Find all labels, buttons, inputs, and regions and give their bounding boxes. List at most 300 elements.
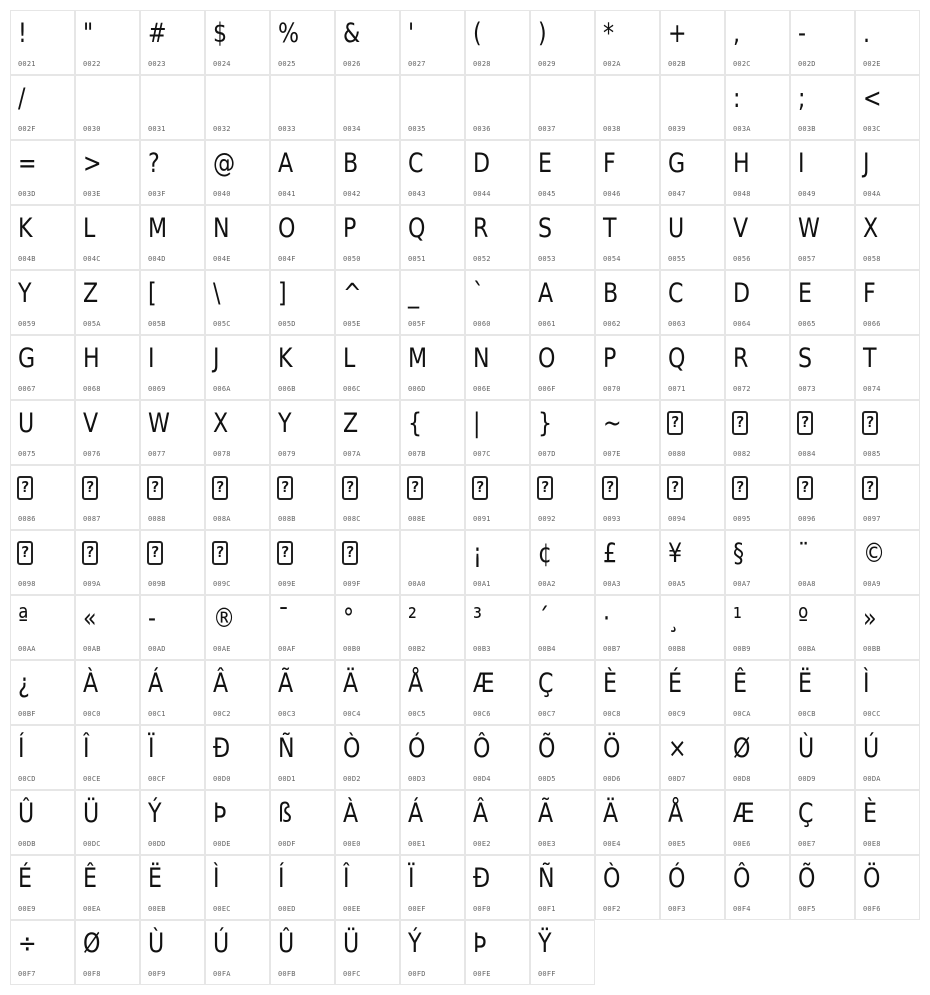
glyph-codepoint: 0075 <box>18 450 36 458</box>
glyph-char: Z <box>83 278 99 309</box>
glyph-codepoint: 0051 <box>408 255 426 263</box>
glyph-char: Þ <box>473 928 487 959</box>
glyph-char: M <box>148 213 168 244</box>
glyph-codepoint: 00C3 <box>278 710 296 718</box>
glyph-codepoint: 00D4 <box>473 775 491 783</box>
glyph-cell <box>270 400 335 465</box>
glyph-codepoint: 00CA <box>733 710 751 718</box>
glyph-codepoint: 003C <box>863 125 881 133</box>
glyph-char: ² <box>408 603 417 634</box>
glyph-codepoint: 009E <box>278 580 296 588</box>
glyph-char: V <box>83 408 99 439</box>
glyph-cell <box>335 595 400 660</box>
glyph-char: # <box>148 18 167 49</box>
glyph-codepoint: 008E <box>408 515 426 523</box>
glyph-char: Í <box>18 733 25 764</box>
glyph-char: Ø <box>83 928 101 959</box>
glyph-codepoint: 0023 <box>148 60 166 68</box>
glyph-char: Æ <box>733 798 755 829</box>
missing-glyph-box: ? <box>862 476 878 500</box>
glyph-char: M <box>408 343 428 374</box>
glyph-cell <box>790 465 855 530</box>
glyph-codepoint: 00A0 <box>408 580 426 588</box>
glyph-cell <box>10 595 75 660</box>
glyph-char: « <box>83 603 97 634</box>
glyph-codepoint: 00A2 <box>538 580 556 588</box>
glyph-char: @ <box>213 148 236 179</box>
glyph-cell <box>75 725 140 790</box>
glyph-codepoint: 0085 <box>863 450 881 458</box>
glyph-codepoint: 00E8 <box>863 840 881 848</box>
missing-glyph-box: ? <box>147 476 163 500</box>
glyph-cell <box>205 335 270 400</box>
glyph-char: ? <box>148 148 160 179</box>
glyph-char: Q <box>668 343 686 374</box>
glyph-codepoint: 00FF <box>538 970 556 978</box>
glyph-cell <box>660 725 725 790</box>
glyph-char: - <box>148 603 156 634</box>
glyph-char: ´ <box>538 603 550 634</box>
glyph-char: Y <box>18 278 32 309</box>
glyph-codepoint: 00E7 <box>798 840 816 848</box>
glyph-codepoint: 00A1 <box>473 580 491 588</box>
glyph-cell <box>790 595 855 660</box>
glyph-codepoint: 0087 <box>83 515 101 523</box>
glyph-codepoint: 0064 <box>733 320 751 328</box>
glyph-codepoint: 00C2 <box>213 710 231 718</box>
glyph-codepoint: 0068 <box>83 385 101 393</box>
glyph-char: Å <box>408 668 424 699</box>
glyph-cell <box>400 595 465 660</box>
glyph-cell <box>400 335 465 400</box>
glyph-cell <box>335 465 400 530</box>
glyph-char: T <box>603 213 617 244</box>
glyph-char: G <box>668 148 686 179</box>
glyph-char: Ï <box>408 863 415 894</box>
glyph-codepoint: 0043 <box>408 190 426 198</box>
glyph-char: P <box>343 213 357 244</box>
glyph-cell <box>660 335 725 400</box>
glyph-char: / <box>18 83 26 114</box>
glyph-char: F <box>603 148 616 179</box>
glyph-cell <box>725 335 790 400</box>
glyph-cell <box>140 140 205 205</box>
glyph-char: Õ <box>798 863 816 894</box>
glyph-char: ¡ <box>473 538 482 569</box>
glyph-codepoint: 00D9 <box>798 775 816 783</box>
glyph-cell <box>725 790 790 855</box>
glyph-char: P <box>603 343 617 374</box>
glyph-char: [ <box>148 278 157 309</box>
glyph-char: ¸ <box>668 603 680 634</box>
glyph-grid <box>10 10 920 985</box>
glyph-cell <box>595 10 660 75</box>
glyph-cell <box>10 920 75 985</box>
glyph-codepoint: 0070 <box>603 385 621 393</box>
glyph-cell <box>140 530 205 595</box>
glyph-char: Î <box>83 733 90 764</box>
glyph-codepoint: 0080 <box>668 450 686 458</box>
glyph-char: Ê <box>733 668 747 699</box>
glyph-codepoint: 0053 <box>538 255 556 263</box>
glyph-cell <box>205 205 270 270</box>
glyph-codepoint: 0065 <box>798 320 816 328</box>
glyph-char: ¹ <box>733 603 742 634</box>
glyph-codepoint: 008C <box>343 515 361 523</box>
glyph-codepoint: 00D8 <box>733 775 751 783</box>
glyph-char: " <box>83 18 94 49</box>
glyph-char: Á <box>148 668 164 699</box>
glyph-char: Ë <box>798 668 812 699</box>
glyph-cell <box>400 75 465 140</box>
glyph-cell <box>530 855 595 920</box>
glyph-char: R <box>473 213 489 244</box>
glyph-cell <box>530 660 595 725</box>
glyph-char: Z <box>343 408 359 439</box>
glyph-codepoint: 00B9 <box>733 645 751 653</box>
glyph-codepoint: 006B <box>278 385 296 393</box>
glyph-cell <box>335 75 400 140</box>
glyph-cell <box>725 465 790 530</box>
glyph-codepoint: 004E <box>213 255 231 263</box>
glyph-codepoint: 0071 <box>668 385 686 393</box>
missing-glyph-box: ? <box>82 541 98 565</box>
glyph-cell <box>725 725 790 790</box>
glyph-codepoint: 00AD <box>148 645 166 653</box>
glyph-cell <box>205 465 270 530</box>
glyph-codepoint: 0096 <box>798 515 816 523</box>
glyph-cell <box>465 465 530 530</box>
glyph-cell <box>855 660 920 725</box>
glyph-codepoint: 007C <box>473 450 491 458</box>
glyph-cell <box>725 400 790 465</box>
glyph-char: Ê <box>83 863 97 894</box>
glyph-char: Ð <box>473 863 491 894</box>
glyph-cell <box>595 660 660 725</box>
glyph-char: I <box>798 148 805 179</box>
glyph-codepoint: 007B <box>408 450 426 458</box>
glyph-char: Â <box>213 668 229 699</box>
glyph-codepoint: 007A <box>343 450 361 458</box>
glyph-cell <box>270 595 335 660</box>
glyph-codepoint: 0049 <box>798 190 816 198</box>
glyph-codepoint: 0088 <box>148 515 166 523</box>
glyph-cell <box>75 595 140 660</box>
glyph-cell <box>855 270 920 335</box>
glyph-cell <box>270 465 335 530</box>
glyph-cell <box>75 140 140 205</box>
glyph-codepoint: 0079 <box>278 450 296 458</box>
glyph-codepoint: 00A3 <box>603 580 621 588</box>
glyph-char: F <box>863 278 876 309</box>
glyph-cell <box>335 855 400 920</box>
glyph-char: { <box>408 408 423 439</box>
glyph-codepoint: 002E <box>863 60 881 68</box>
glyph-char: ¯ <box>278 603 290 634</box>
glyph-codepoint: 00C6 <box>473 710 491 718</box>
glyph-codepoint: 00EF <box>408 905 426 913</box>
missing-glyph-box: ? <box>407 476 423 500</box>
glyph-char: I <box>148 343 155 374</box>
glyph-char: Û <box>278 928 295 959</box>
missing-glyph-box: ? <box>862 411 878 435</box>
missing-glyph-box: ? <box>147 541 163 565</box>
glyph-codepoint: 0062 <box>603 320 621 328</box>
glyph-cell <box>465 920 530 985</box>
glyph-char: Õ <box>538 733 556 764</box>
missing-glyph-box: ? <box>82 476 98 500</box>
glyph-cell <box>75 530 140 595</box>
glyph-cell <box>10 790 75 855</box>
glyph-cell <box>75 75 140 140</box>
glyph-char: È <box>863 798 877 829</box>
glyph-char: É <box>668 668 682 699</box>
glyph-cell <box>595 465 660 530</box>
glyph-codepoint: 00CB <box>798 710 816 718</box>
glyph-cell <box>205 75 270 140</box>
glyph-char: Ú <box>213 928 230 959</box>
glyph-codepoint: 00F8 <box>83 970 101 978</box>
glyph-cell <box>790 335 855 400</box>
glyph-cell <box>595 790 660 855</box>
glyph-codepoint: 0031 <box>148 125 166 133</box>
glyph-char: Ö <box>603 733 621 764</box>
glyph-codepoint: 0056 <box>733 255 751 263</box>
glyph-codepoint: 0039 <box>668 125 686 133</box>
glyph-char: ' <box>408 18 415 49</box>
glyph-char: D <box>473 148 491 179</box>
missing-glyph-box: ? <box>342 541 358 565</box>
glyph-codepoint: 00A8 <box>798 580 816 588</box>
glyph-char: ~ <box>603 408 622 439</box>
glyph-char: ° <box>343 603 355 634</box>
glyph-codepoint: 00E9 <box>18 905 36 913</box>
missing-glyph-box: ? <box>277 541 293 565</box>
glyph-char: Ù <box>798 733 815 764</box>
glyph-cell <box>465 660 530 725</box>
glyph-cell <box>270 10 335 75</box>
glyph-cell <box>660 10 725 75</box>
glyph-codepoint: 0058 <box>863 255 881 263</box>
glyph-char: , <box>733 18 741 49</box>
glyph-cell <box>530 400 595 465</box>
glyph-cell <box>140 790 205 855</box>
glyph-cell <box>335 920 400 985</box>
glyph-codepoint: 0066 <box>863 320 881 328</box>
glyph-cell <box>790 10 855 75</box>
glyph-codepoint: 00AF <box>278 645 296 653</box>
glyph-codepoint: 00B2 <box>408 645 426 653</box>
glyph-cell <box>725 595 790 660</box>
missing-glyph-box: ? <box>277 476 293 500</box>
glyph-codepoint: 0057 <box>798 255 816 263</box>
glyph-codepoint: 0024 <box>213 60 231 68</box>
glyph-codepoint: 002C <box>733 60 751 68</box>
glyph-char: Ñ <box>278 733 295 764</box>
glyph-codepoint: 00E0 <box>343 840 361 848</box>
glyph-cell <box>205 660 270 725</box>
glyph-codepoint: 003D <box>18 190 36 198</box>
glyph-cell <box>530 75 595 140</box>
glyph-cell <box>465 400 530 465</box>
glyph-codepoint: 00CF <box>148 775 166 783</box>
glyph-char: & <box>343 18 361 49</box>
glyph-char: C <box>408 148 424 179</box>
glyph-cell <box>855 205 920 270</box>
glyph-codepoint: 0074 <box>863 385 881 393</box>
glyph-codepoint: 005B <box>148 320 166 328</box>
glyph-char: ¿ <box>18 668 30 699</box>
glyph-codepoint: 006A <box>213 385 231 393</box>
glyph-char: Ã <box>538 798 554 829</box>
glyph-char: Ü <box>343 928 360 959</box>
glyph-codepoint: 009F <box>343 580 361 588</box>
glyph-char: U <box>668 213 685 244</box>
glyph-char: ¨ <box>798 538 810 569</box>
glyph-cell <box>660 530 725 595</box>
missing-glyph-box: ? <box>667 476 683 500</box>
glyph-char: : <box>733 83 741 114</box>
glyph-codepoint: 00A7 <box>733 580 751 588</box>
glyph-cell <box>75 335 140 400</box>
glyph-codepoint: 002B <box>668 60 686 68</box>
glyph-cell <box>140 205 205 270</box>
glyph-codepoint: 0067 <box>18 385 36 393</box>
glyph-codepoint: 003A <box>733 125 751 133</box>
glyph-cell <box>725 530 790 595</box>
glyph-char: Ý <box>148 798 162 829</box>
glyph-codepoint: 0055 <box>668 255 686 263</box>
glyph-char: Ç <box>538 668 554 699</box>
glyph-char: ª <box>18 603 29 634</box>
glyph-char: H <box>733 148 750 179</box>
glyph-codepoint: 00DD <box>148 840 166 848</box>
glyph-codepoint: 00E3 <box>538 840 556 848</box>
glyph-char: G <box>18 343 36 374</box>
missing-glyph-box: ? <box>797 411 813 435</box>
glyph-cell <box>400 205 465 270</box>
glyph-char: W <box>798 213 820 244</box>
glyph-cell <box>530 790 595 855</box>
glyph-cell <box>595 75 660 140</box>
glyph-cell <box>335 725 400 790</box>
glyph-cell <box>75 790 140 855</box>
glyph-codepoint: 00CE <box>83 775 101 783</box>
glyph-cell <box>660 205 725 270</box>
glyph-char: + <box>668 18 687 49</box>
glyph-codepoint: 0095 <box>733 515 751 523</box>
glyph-cell <box>530 140 595 205</box>
glyph-char: W <box>148 408 170 439</box>
glyph-char: Ö <box>863 863 881 894</box>
glyph-char: Ó <box>408 733 426 764</box>
glyph-char: © <box>863 538 886 569</box>
glyph-cell <box>205 140 270 205</box>
glyph-cell <box>400 465 465 530</box>
glyph-cell <box>10 335 75 400</box>
glyph-cell <box>855 75 920 140</box>
glyph-cell <box>725 75 790 140</box>
glyph-cell <box>855 335 920 400</box>
glyph-cell <box>465 855 530 920</box>
glyph-codepoint: 00DB <box>18 840 36 848</box>
glyph-codepoint: 006E <box>473 385 491 393</box>
glyph-cell <box>660 790 725 855</box>
glyph-cell <box>530 595 595 660</box>
glyph-char: Ò <box>603 863 621 894</box>
glyph-cell <box>790 140 855 205</box>
glyph-char: · <box>603 603 611 634</box>
glyph-char: > <box>83 148 102 179</box>
glyph-codepoint: 00C0 <box>83 710 101 718</box>
glyph-codepoint: 00D1 <box>278 775 296 783</box>
glyph-char: Ÿ <box>538 928 552 959</box>
glyph-char: U <box>18 408 35 439</box>
glyph-char: Þ <box>213 798 227 829</box>
glyph-char: E <box>538 148 552 179</box>
glyph-codepoint: 00DE <box>213 840 231 848</box>
glyph-char: Ð <box>213 733 231 764</box>
glyph-cell <box>10 725 75 790</box>
glyph-codepoint: 0026 <box>343 60 361 68</box>
glyph-cell <box>10 400 75 465</box>
glyph-char: J <box>863 148 870 179</box>
glyph-cell <box>595 855 660 920</box>
glyph-cell <box>335 790 400 855</box>
missing-glyph-box: ? <box>537 476 553 500</box>
glyph-char: A <box>538 278 554 309</box>
glyph-char: Å <box>668 798 684 829</box>
glyph-char: Á <box>408 798 424 829</box>
glyph-codepoint: 0035 <box>408 125 426 133</box>
missing-glyph-box: ? <box>667 411 683 435</box>
glyph-char: Ä <box>343 668 359 699</box>
glyph-codepoint: 00CD <box>18 775 36 783</box>
glyph-char: X <box>863 213 879 244</box>
glyph-cell <box>530 205 595 270</box>
glyph-codepoint: 00D3 <box>408 775 426 783</box>
glyph-cell <box>205 790 270 855</box>
glyph-cell <box>205 400 270 465</box>
glyph-cell <box>270 725 335 790</box>
glyph-char: Ú <box>863 733 880 764</box>
glyph-codepoint: 003F <box>148 190 166 198</box>
glyph-codepoint: 0097 <box>863 515 881 523</box>
glyph-cell <box>140 75 205 140</box>
glyph-cell <box>790 660 855 725</box>
glyph-codepoint: 0059 <box>18 320 36 328</box>
glyph-cell <box>400 140 465 205</box>
glyph-cell <box>140 595 205 660</box>
glyph-codepoint: 0086 <box>18 515 36 523</box>
glyph-cell <box>270 920 335 985</box>
glyph-codepoint: 00B4 <box>538 645 556 653</box>
glyph-codepoint: 00B7 <box>603 645 621 653</box>
glyph-codepoint: 0022 <box>83 60 101 68</box>
glyph-cell <box>335 400 400 465</box>
glyph-codepoint: 0036 <box>473 125 491 133</box>
glyph-char: Ü <box>83 798 100 829</box>
glyph-codepoint: 0098 <box>18 580 36 588</box>
glyph-cell <box>140 335 205 400</box>
glyph-char: Ò <box>343 733 361 764</box>
glyph-cell <box>595 205 660 270</box>
glyph-cell <box>855 465 920 530</box>
glyph-cell <box>335 10 400 75</box>
glyph-codepoint: 002A <box>603 60 621 68</box>
glyph-char: B <box>603 278 619 309</box>
glyph-char: Ó <box>668 863 686 894</box>
